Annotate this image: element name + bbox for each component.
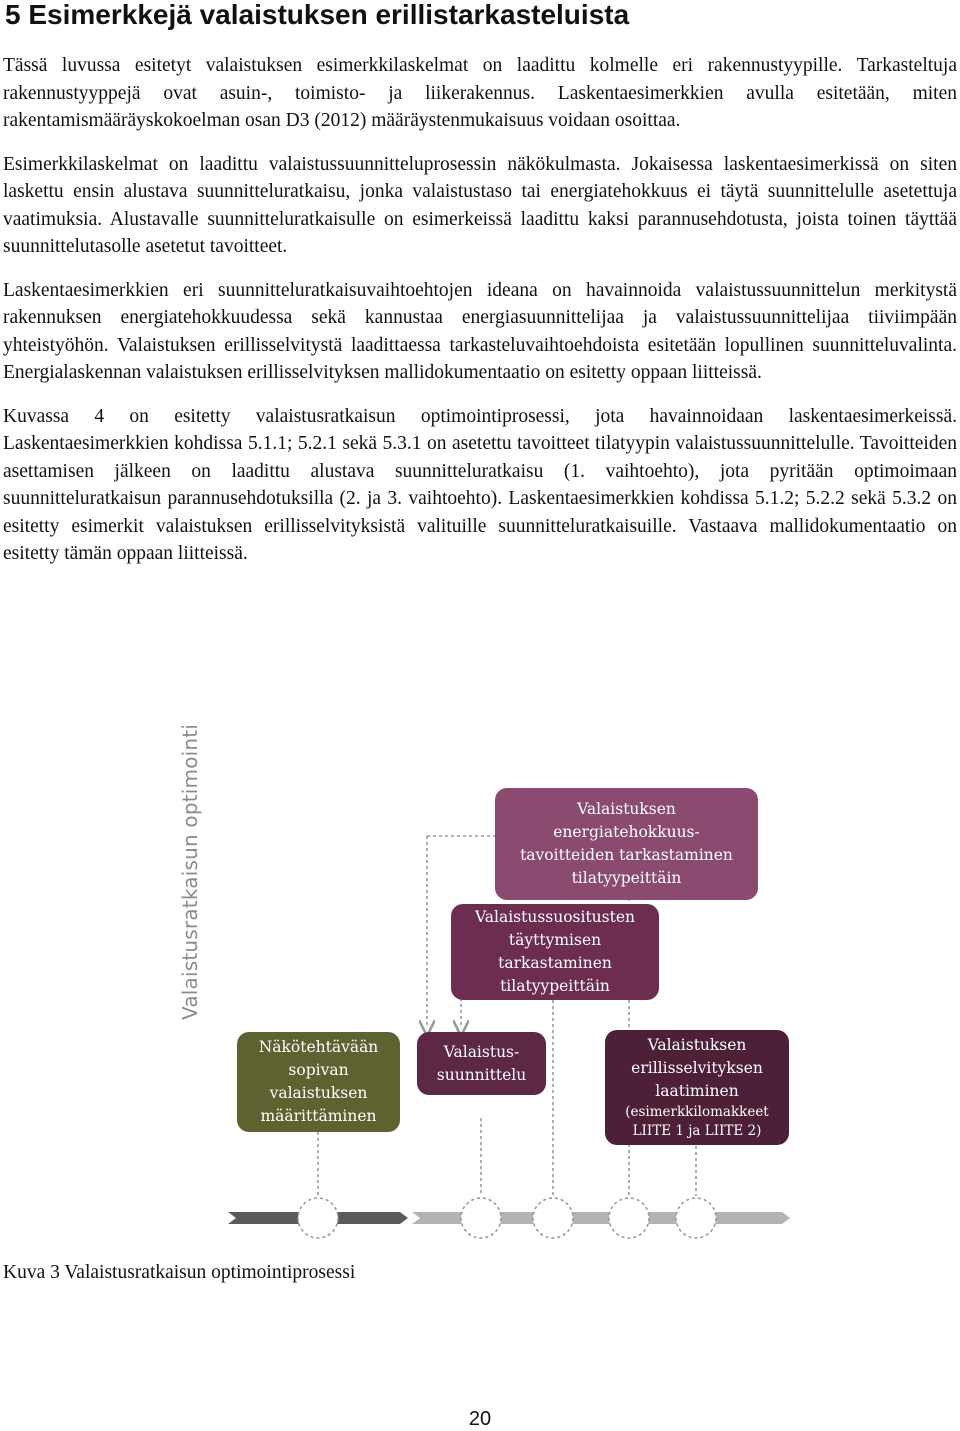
- paragraph-3: Laskentaesimerkkien eri suunnitteluratkaisuvaihtoehtojen ideana on havainnoida valaistussuunnittelun merkitystä rakennuksen energiatehokkuudessa sekä kannustaa energiasuunnittelijaa ja valaistussuunnittelijaa tiiviimpään yhteistyöhön. Valaistuksen erillisselvitystä laadittaessa tarkasteluvaihtoehdoista esitetään lopullinen suunnitteluvalinta. Energialaskennan valaistuksen erillisselvityksen mallidokumentaatio on esitetty oppaan liitteissä.: [3, 279, 957, 383]
- section-heading: 5 Esimerkkejä valaistuksen erillistarkasteluista: [5, 0, 630, 30]
- report-note: (esimerkkilomakkeet LIITE 1 ja LIITE 2): [625, 1104, 769, 1139]
- paragraph-1: Tässä luvussa esitetyt valaistuksen esimerkkilaskelmat on laadittu kolmelle eri rakennustyypille. Tarkasteltuja rakennustyyppejä ovat asuin-, toimisto- ja liikerakennus. Laskentaesimerkkien avulla esitetään, miten rakentamismääräyskokoelman osan D3 (2012) määräystenmukaisuus voidaan osoittaa.: [3, 55, 957, 131]
- page-number: 20: [468, 1408, 492, 1430]
- box-recommendation-check: Valaistussuositusten täyttymisen tarkastaminen tilatyypeittäin: [451, 904, 659, 1000]
- figure-caption: Kuva 3 Valaistusratkaisun optimointiprosessi: [3, 1262, 356, 1283]
- diagram-connectors: [0, 780, 960, 1240]
- box-define-lighting: Näkötehtävään sopivan valaistuksen määrittäminen: [237, 1032, 400, 1132]
- box-energy-efficiency-check: Valaistuksen energiatehokkuus- tavoitteiden tarkastaminen tilatyypeittäin: [495, 788, 758, 900]
- paragraph-4: Kuvassa 4 on esitetty valaistusratkaisun optimointiprosessi, jota havainnoidaan laskentaesimerkeissä. Laskentaesimerkkien kohdissa 5.1.1; 5.2.1 sekä 5.3.1 on asetettu tavoitteet tilatyypin valaistussuunnittelulle. Tavoitteiden asettamisen jälkeen on laadittu alustava suunnitteluratkaisu (1. vaihtoehto), jota pyritään optimoimaan suunnitteluratkaisun parannusehdotuksilla (2. ja 3. vaihtoehto). Laskentaesimerkkien kohdissa 5.1.2; 5.2.2 sekä 5.3.2 on esitetty esimerkit valaistuksen erillisselvityksistä valituille suunnitteluratkaisuille. Vastaava mallidokumentaatio on esitetty tämän oppaan liitteissä.: [3, 405, 957, 564]
- process-diagram: [0, 780, 960, 1240]
- box-lighting-report: [605, 1030, 789, 1145]
- body-text: [3, 52, 957, 584]
- box-lighting-design: Valaistus- suunnittelu: [417, 1032, 546, 1095]
- paragraph-2: Esimerkkilaskelmat on laadittu valaistussuunnitteluprosessin näkökulmasta. Jokaisessa laskentaesimerkissä on siten laskettu ensin alustava suunnitteluratkaisu, jonka valaistustaso tai energiatehokkuus ei täytä suunnittelulle asetettuja vaatimuksia. Alustavalle suunnitteluratkaisulle on esimerkeissä laadittu kaksi parannusehdotusta, joista toinen täyttää suunnittelutasolle asetetut tavoitteet.: [3, 153, 957, 257]
- optimization-axis-label: Valaistusratkaisun optimointi: [178, 723, 202, 1020]
- report-title: Valaistuksen erillisselvityksen laatiminen: [631, 1036, 763, 1100]
